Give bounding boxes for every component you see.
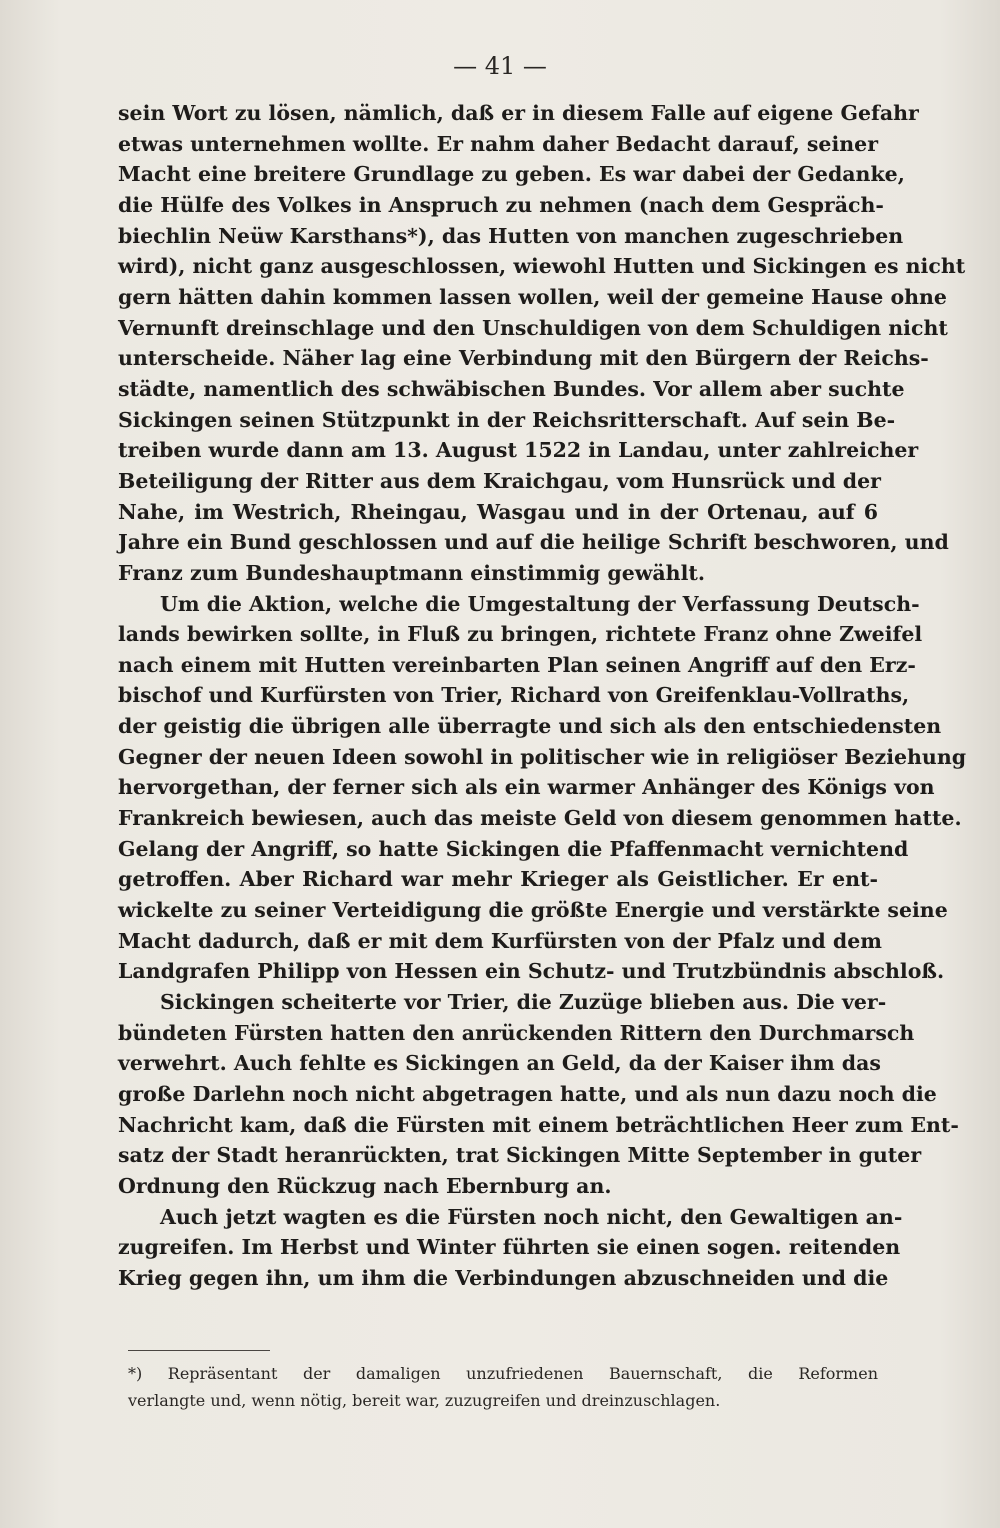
text-line: Nahe, im Westrich, Rheingau, Wasgau und in der Ortenau, auf 6: [118, 499, 878, 524]
text-line: getroffen. Aber Richard war mehr Krieger als Geistlicher. Er ent-: [118, 867, 878, 892]
page-number: — 41 —: [453, 52, 547, 80]
text-line: Vernunft dreinschlage und den Unschuldigen von dem Schuldigen nicht: [118, 315, 948, 340]
text-line: die Hülfe des Volkes in Anspruch zu nehmen (nach dem Gespräch-: [118, 192, 884, 217]
text-line: zugreifen. Im Herbst und Winter führten sie einen sogen. reitenden: [118, 1235, 901, 1260]
text-line: Macht dadurch, daß er mit dem Kurfürsten von der Pfalz und dem: [118, 928, 882, 953]
text-line: hervorgethan, der ferner sich als ein warmer Anhänger des Königs von: [118, 775, 935, 800]
text-line: Sickingen seinen Stützpunkt in der Reichsritterschaft. Auf sein Be-: [118, 407, 896, 432]
text-line: etwas unternehmen wollte. Er nahm daher Bedacht darauf, seiner: [118, 131, 878, 156]
footnote-divider: [128, 1350, 270, 1351]
paragraph-start-line: Sickingen scheiterte vor Trier, die Zuzüge blieben aus. Die ver-: [160, 990, 887, 1015]
text-line: unterscheide. Näher lag eine Verbindung mit den Bürgern der Reichs-: [118, 346, 929, 371]
text-line: lands bewirken sollte, in Fluß zu bringen, richtete Franz ohne Zweifel: [118, 622, 923, 647]
text-line: Jahre ein Bund geschlossen und auf die heilige Schrift beschworen, und: [118, 530, 949, 555]
text-line: Nachricht kam, daß die Fürsten mit einem beträchtlichen Heer zum Ent-: [118, 1112, 959, 1137]
text-line: treiben wurde dann am 13. August 1522 in Landau, unter zahlreicher: [118, 438, 919, 463]
footnote-line: *) Repräsentant der damaligen unzufriedenen Bauernschaft, die Reformen: [128, 1364, 878, 1383]
text-line: bischof und Kurfürsten von Trier, Richard von Greifenklau-Vollraths,: [118, 683, 910, 708]
text-line: Krieg gegen ihn, um ihm die Verbindungen abzuschneiden und die: [118, 1265, 889, 1290]
footnote-line: verlangte und, wenn nötig, bereit war, zuzugreifen und dreinzuschlagen.: [128, 1391, 721, 1410]
text-line: nach einem mit Hutten vereinbarten Plan seinen Angriff auf den Erz-: [118, 652, 916, 677]
text-line: Ordnung den Rückzug nach Ebernburg an.: [118, 1173, 612, 1198]
text-line: verwehrt. Auch fehlte es Sickingen an Geld, da der Kaiser ihm das: [118, 1051, 881, 1076]
text-line: wickelte zu seiner Verteidigung die größte Energie und verstärkte seine: [118, 898, 948, 923]
text-line: Gelang der Angriff, so hatte Sickingen die Pfaffenmacht vernichtend: [118, 836, 909, 861]
text-line: Franz zum Bundeshauptmann einstimmig gewählt.: [118, 560, 705, 585]
body-text: [118, 98, 967, 1294]
text-line: gern hätten dahin kommen lassen wollen, weil der gemeine Hause ohne: [118, 284, 947, 309]
paragraph-start-line: Auch jetzt wagten es die Fürsten noch nicht, den Gewaltigen an-: [160, 1204, 903, 1229]
text-line: Macht eine breitere Grundlage zu geben. Es war dabei der Gedanke,: [118, 162, 905, 187]
text-line: Frankreich bewiesen, auch das meiste Geld von diesem genommen hatte.: [118, 806, 962, 831]
text-line: wird), nicht ganz ausgeschlossen, wiewohl Hutten und Sickingen es nicht: [118, 254, 966, 279]
text-line: satz der Stadt heranrückten, trat Sickingen Mitte September in guter: [118, 1143, 922, 1168]
text-line: bündeten Fürsten hatten den anrückenden Rittern den Durchmarsch: [118, 1020, 915, 1045]
text-line: biechlin Neüw Karsthans*), das Hutten von manchen zugeschrieben: [118, 223, 904, 248]
text-line: städte, namentlich des schwäbischen Bundes. Vor allem aber suchte: [118, 376, 905, 401]
text-line: Landgrafen Philipp von Hessen ein Schutz- und Trutzbündnis abschloß.: [118, 959, 945, 984]
text-line: Beteiligung der Ritter aus dem Kraichgau, vom Hunsrück und der: [118, 468, 881, 493]
text-line: Gegner der neuen Ideen sowohl in politischer wie in religiöser Beziehung: [118, 744, 967, 769]
text-line: große Darlehn noch nicht abgetragen hatte, und als nun dazu noch die: [118, 1082, 937, 1106]
footnote: [128, 1360, 878, 1414]
text-line: sein Wort zu lösen, nämlich, daß er in diesem Falle auf eigene Gefahr: [118, 101, 919, 125]
text-line: der geistig die übrigen alle überragte und sich als den entschiedensten: [118, 714, 942, 739]
paragraph-start-line: Um die Aktion, welche die Umgestaltung der Verfassung Deutsch-: [160, 591, 920, 616]
